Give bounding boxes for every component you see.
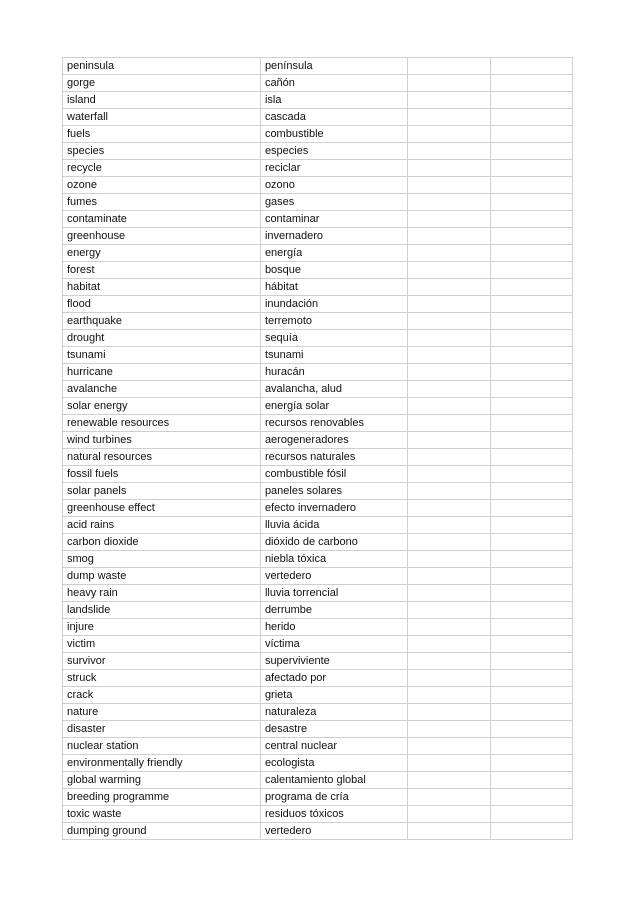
blank-cell [408, 75, 491, 92]
spanish-term-cell: vertedero [260, 823, 407, 840]
blank-cell [408, 262, 491, 279]
blank-cell [491, 466, 573, 483]
blank-cell [408, 602, 491, 619]
blank-cell [408, 211, 491, 228]
table-row [63, 347, 573, 364]
blank-cell [408, 160, 491, 177]
blank-cell [408, 500, 491, 517]
english-term-cell: crack [63, 687, 261, 704]
english-term-cell: drought [63, 330, 261, 347]
spanish-term-cell: ecologista [260, 755, 407, 772]
blank-cell [491, 721, 573, 738]
blank-cell [491, 313, 573, 330]
english-term-cell: contaminate [63, 211, 261, 228]
vocabulary-table-body [63, 58, 573, 840]
spanish-term-cell: dióxido de carbono [260, 534, 407, 551]
table-row [63, 619, 573, 636]
table-row [63, 381, 573, 398]
spanish-term-cell: cañón [260, 75, 407, 92]
blank-cell [491, 75, 573, 92]
table-row [63, 313, 573, 330]
spanish-term-cell: inundación [260, 296, 407, 313]
blank-cell [408, 789, 491, 806]
table-row [63, 245, 573, 262]
table-row [63, 738, 573, 755]
blank-cell [408, 568, 491, 585]
blank-cell [408, 313, 491, 330]
english-term-cell: gorge [63, 75, 261, 92]
spanish-term-cell: lluvia torrencial [260, 585, 407, 602]
spanish-term-cell: energía solar [260, 398, 407, 415]
english-term-cell: carbon dioxide [63, 534, 261, 551]
table-row [63, 262, 573, 279]
table-row [63, 670, 573, 687]
english-term-cell: survivor [63, 653, 261, 670]
table-row [63, 296, 573, 313]
blank-cell [408, 670, 491, 687]
table-row [63, 483, 573, 500]
english-term-cell: fumes [63, 194, 261, 211]
table-row [63, 687, 573, 704]
blank-cell [491, 415, 573, 432]
table-row [63, 126, 573, 143]
english-term-cell: ozone [63, 177, 261, 194]
blank-cell [491, 398, 573, 415]
english-term-cell: flood [63, 296, 261, 313]
blank-cell [491, 58, 573, 75]
spanish-term-cell: víctima [260, 636, 407, 653]
blank-cell [491, 211, 573, 228]
blank-cell [408, 687, 491, 704]
english-term-cell: smog [63, 551, 261, 568]
blank-cell [408, 398, 491, 415]
english-term-cell: habitat [63, 279, 261, 296]
english-term-cell: recycle [63, 160, 261, 177]
spanish-term-cell: bosque [260, 262, 407, 279]
blank-cell [408, 517, 491, 534]
table-row [63, 92, 573, 109]
english-term-cell: nature [63, 704, 261, 721]
spanish-term-cell: isla [260, 92, 407, 109]
spanish-term-cell: programa de cría [260, 789, 407, 806]
table-row [63, 806, 573, 823]
blank-cell [491, 262, 573, 279]
english-term-cell: struck [63, 670, 261, 687]
blank-cell [491, 483, 573, 500]
blank-cell [491, 568, 573, 585]
table-row [63, 415, 573, 432]
english-term-cell: landslide [63, 602, 261, 619]
english-term-cell: solar panels [63, 483, 261, 500]
spanish-term-cell: vertedero [260, 568, 407, 585]
spanish-term-cell: gases [260, 194, 407, 211]
blank-cell [408, 92, 491, 109]
blank-cell [491, 772, 573, 789]
blank-cell [408, 449, 491, 466]
blank-cell [408, 585, 491, 602]
english-term-cell: nuclear station [63, 738, 261, 755]
blank-cell [408, 738, 491, 755]
table-row [63, 823, 573, 840]
blank-cell [408, 347, 491, 364]
spanish-term-cell: recursos renovables [260, 415, 407, 432]
blank-cell [408, 279, 491, 296]
blank-cell [491, 619, 573, 636]
blank-cell [491, 194, 573, 211]
blank-cell [408, 330, 491, 347]
blank-cell [491, 806, 573, 823]
spanish-term-cell: aerogeneradores [260, 432, 407, 449]
blank-cell [491, 704, 573, 721]
blank-cell [408, 466, 491, 483]
table-row [63, 364, 573, 381]
blank-cell [408, 551, 491, 568]
table-row [63, 534, 573, 551]
blank-cell [408, 381, 491, 398]
blank-cell [491, 245, 573, 262]
blank-cell [408, 636, 491, 653]
table-row [63, 772, 573, 789]
blank-cell [408, 58, 491, 75]
blank-cell [491, 143, 573, 160]
spanish-term-cell: derrumbe [260, 602, 407, 619]
blank-cell [491, 687, 573, 704]
english-term-cell: solar energy [63, 398, 261, 415]
english-term-cell: global warming [63, 772, 261, 789]
blank-cell [408, 772, 491, 789]
blank-cell [408, 721, 491, 738]
table-row [63, 636, 573, 653]
blank-cell [408, 415, 491, 432]
table-row [63, 449, 573, 466]
blank-cell [408, 126, 491, 143]
spanish-term-cell: niebla tóxica [260, 551, 407, 568]
spanish-term-cell: invernadero [260, 228, 407, 245]
blank-cell [491, 823, 573, 840]
blank-cell [491, 296, 573, 313]
blank-cell [491, 636, 573, 653]
blank-cell [408, 177, 491, 194]
english-term-cell: fuels [63, 126, 261, 143]
blank-cell [491, 347, 573, 364]
table-row [63, 432, 573, 449]
blank-cell [491, 653, 573, 670]
blank-cell [408, 755, 491, 772]
table-row [63, 194, 573, 211]
table-row [63, 568, 573, 585]
table-row [63, 602, 573, 619]
spanish-term-cell: paneles solares [260, 483, 407, 500]
table-row [63, 653, 573, 670]
spanish-term-cell: sequía [260, 330, 407, 347]
table-row [63, 211, 573, 228]
english-term-cell: heavy rain [63, 585, 261, 602]
blank-cell [491, 432, 573, 449]
spanish-term-cell: combustible fósil [260, 466, 407, 483]
spanish-term-cell: central nuclear [260, 738, 407, 755]
english-term-cell: island [63, 92, 261, 109]
blank-cell [491, 330, 573, 347]
spanish-term-cell: reciclar [260, 160, 407, 177]
blank-cell [408, 823, 491, 840]
blank-cell [491, 279, 573, 296]
table-row [63, 755, 573, 772]
blank-cell [491, 738, 573, 755]
blank-cell [491, 381, 573, 398]
blank-cell [408, 432, 491, 449]
blank-cell [408, 704, 491, 721]
table-row [63, 398, 573, 415]
blank-cell [491, 228, 573, 245]
spanish-term-cell: ozono [260, 177, 407, 194]
blank-cell [408, 806, 491, 823]
blank-cell [491, 670, 573, 687]
spanish-term-cell: residuos tóxicos [260, 806, 407, 823]
spanish-term-cell: energía [260, 245, 407, 262]
table-row [63, 177, 573, 194]
english-term-cell: tsunami [63, 347, 261, 364]
table-row [63, 500, 573, 517]
spanish-term-cell: naturaleza [260, 704, 407, 721]
english-term-cell: natural resources [63, 449, 261, 466]
vocabulary-table [62, 57, 573, 840]
blank-cell [491, 585, 573, 602]
blank-cell [491, 551, 573, 568]
blank-cell [408, 245, 491, 262]
english-term-cell: toxic waste [63, 806, 261, 823]
spanish-term-cell: lluvia ácida [260, 517, 407, 534]
table-row [63, 75, 573, 92]
english-term-cell: acid rains [63, 517, 261, 534]
blank-cell [491, 789, 573, 806]
blank-cell [408, 364, 491, 381]
spanish-term-cell: contaminar [260, 211, 407, 228]
blank-cell [491, 126, 573, 143]
table-row [63, 143, 573, 160]
spanish-term-cell: combustible [260, 126, 407, 143]
spanish-term-cell: recursos naturales [260, 449, 407, 466]
blank-cell [408, 228, 491, 245]
blank-cell [408, 653, 491, 670]
table-row [63, 109, 573, 126]
blank-cell [491, 92, 573, 109]
table-row [63, 517, 573, 534]
english-term-cell: renewable resources [63, 415, 261, 432]
spanish-term-cell: especies [260, 143, 407, 160]
spanish-term-cell: tsunami [260, 347, 407, 364]
english-term-cell: peninsula [63, 58, 261, 75]
blank-cell [408, 296, 491, 313]
blank-cell [408, 619, 491, 636]
english-term-cell: dump waste [63, 568, 261, 585]
spanish-term-cell: efecto invernadero [260, 500, 407, 517]
blank-cell [491, 602, 573, 619]
spanish-term-cell: hábitat [260, 279, 407, 296]
table-row [63, 58, 573, 75]
blank-cell [408, 194, 491, 211]
spanish-term-cell: herido [260, 619, 407, 636]
spanish-term-cell: península [260, 58, 407, 75]
blank-cell [491, 755, 573, 772]
english-term-cell: earthquake [63, 313, 261, 330]
spanish-term-cell: huracán [260, 364, 407, 381]
english-term-cell: forest [63, 262, 261, 279]
blank-cell [491, 500, 573, 517]
english-term-cell: energy [63, 245, 261, 262]
blank-cell [408, 483, 491, 500]
table-row [63, 704, 573, 721]
blank-cell [491, 517, 573, 534]
english-term-cell: disaster [63, 721, 261, 738]
blank-cell [408, 143, 491, 160]
english-term-cell: greenhouse [63, 228, 261, 245]
table-row [63, 466, 573, 483]
blank-cell [491, 177, 573, 194]
table-row [63, 721, 573, 738]
english-term-cell: avalanche [63, 381, 261, 398]
blank-cell [491, 364, 573, 381]
table-row [63, 330, 573, 347]
table-row [63, 551, 573, 568]
table-row [63, 279, 573, 296]
blank-cell [491, 534, 573, 551]
english-term-cell: breeding programme [63, 789, 261, 806]
blank-cell [491, 160, 573, 177]
spanish-term-cell: desastre [260, 721, 407, 738]
spanish-term-cell: cascada [260, 109, 407, 126]
english-term-cell: victim [63, 636, 261, 653]
blank-cell [408, 534, 491, 551]
spanish-term-cell: calentamiento global [260, 772, 407, 789]
table-row [63, 585, 573, 602]
table-row [63, 160, 573, 177]
spanish-term-cell: grieta [260, 687, 407, 704]
english-term-cell: dumping ground [63, 823, 261, 840]
english-term-cell: species [63, 143, 261, 160]
english-term-cell: fossil fuels [63, 466, 261, 483]
english-term-cell: greenhouse effect [63, 500, 261, 517]
spanish-term-cell: afectado por [260, 670, 407, 687]
spanish-term-cell: superviviente [260, 653, 407, 670]
spanish-term-cell: terremoto [260, 313, 407, 330]
english-term-cell: injure [63, 619, 261, 636]
table-row [63, 228, 573, 245]
blank-cell [491, 449, 573, 466]
english-term-cell: waterfall [63, 109, 261, 126]
blank-cell [491, 109, 573, 126]
english-term-cell: environmentally friendly [63, 755, 261, 772]
table-row [63, 789, 573, 806]
english-term-cell: hurricane [63, 364, 261, 381]
english-term-cell: wind turbines [63, 432, 261, 449]
blank-cell [408, 109, 491, 126]
spanish-term-cell: avalancha, alud [260, 381, 407, 398]
